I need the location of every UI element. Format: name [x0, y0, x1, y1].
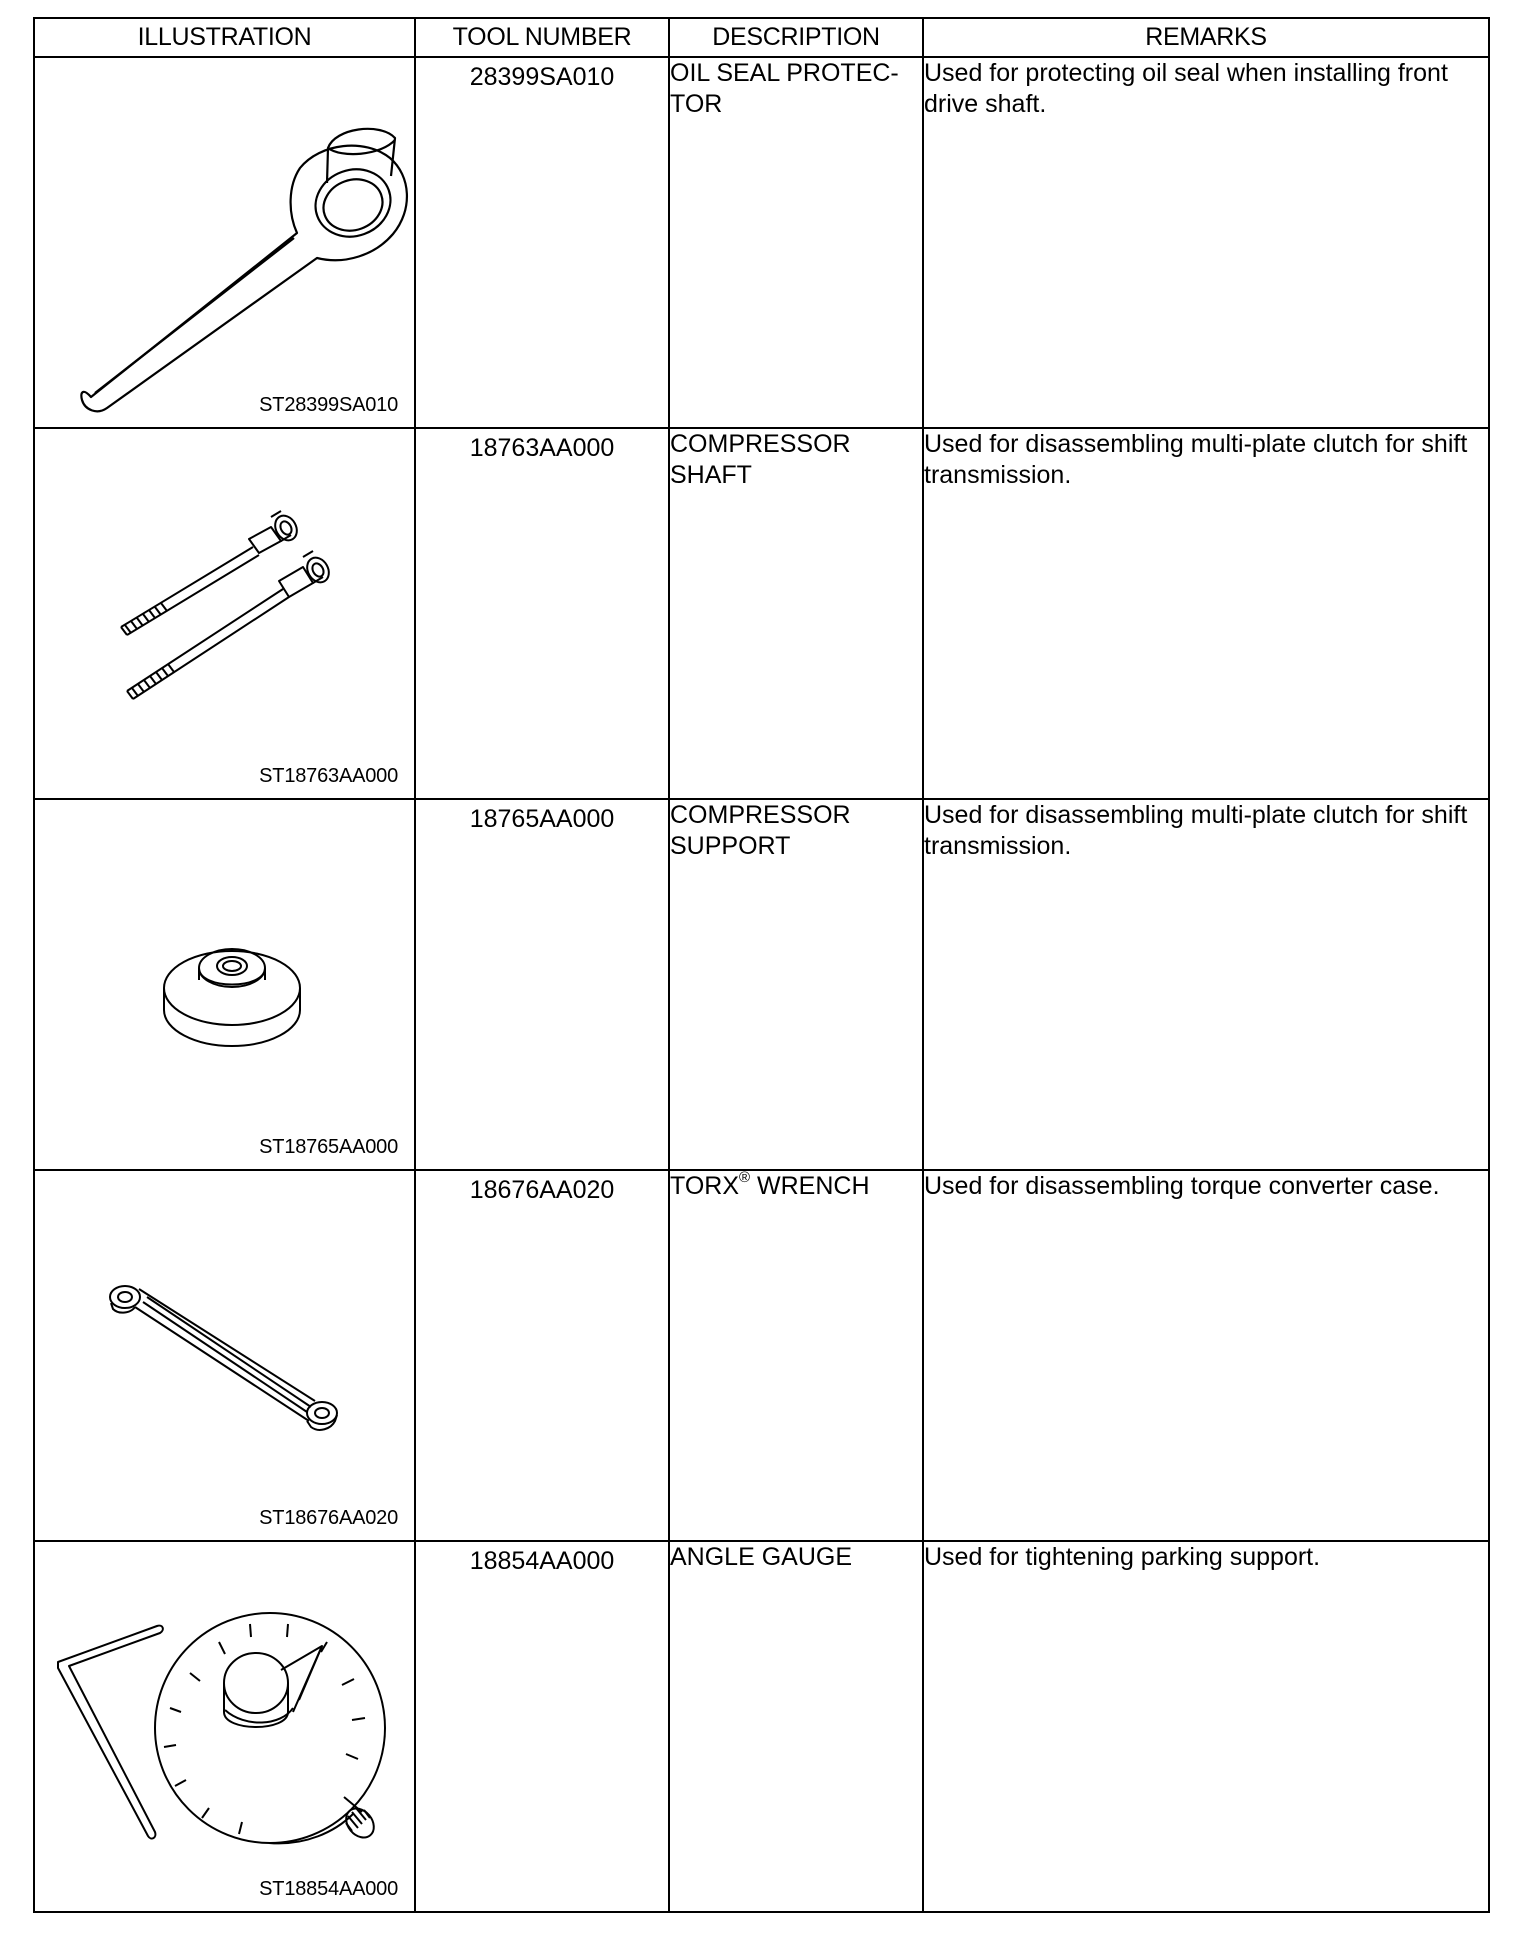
table-row	[34, 799, 1489, 1170]
tool-number: 18763AA000	[469, 434, 615, 462]
tool-number: 18854AA000	[469, 1547, 615, 1575]
header-tool-number: TOOL NUMBER	[415, 18, 669, 57]
description-cell	[669, 1170, 923, 1541]
remarks-cell	[923, 1541, 1489, 1912]
header-row	[34, 18, 1489, 57]
remarks: Used for protecting oil seal when installing front drive shaft.	[924, 59, 1448, 118]
illustration-code: ST18854AA000	[259, 1878, 398, 1900]
tool-number: 18676AA020	[469, 1176, 615, 1204]
tool-number-cell	[415, 799, 669, 1170]
tool-number-cell	[415, 428, 669, 799]
registered-mark: ®	[739, 1168, 751, 1186]
header-description: DESCRIPTION	[669, 18, 923, 57]
oil-seal-protector-illustration	[35, 58, 413, 427]
remarks-cell	[923, 799, 1489, 1170]
remarks-cell	[923, 428, 1489, 799]
description: ANGLE GAUGE	[670, 1543, 852, 1571]
table-row	[34, 1170, 1489, 1541]
remarks-cell	[923, 1170, 1489, 1541]
illustration-code: ST18763AA000	[259, 765, 398, 787]
description: COMPRESSOR SUPPORT	[670, 801, 851, 860]
description-cell	[669, 428, 923, 799]
illustration-code: ST28399SA010	[259, 394, 398, 416]
illustration-cell	[34, 1170, 415, 1541]
compressor-support-illustration	[35, 800, 413, 1169]
illustration-code: ST18765AA000	[259, 1136, 398, 1158]
illustration-code: ST18676AA020	[259, 1507, 398, 1529]
tool-number-cell	[415, 57, 669, 428]
remarks-cell	[923, 57, 1489, 428]
special-tools-table	[33, 17, 1490, 1913]
illustration-cell	[34, 1541, 415, 1912]
tool-number: 18765AA000	[469, 805, 615, 833]
illustration-cell	[34, 799, 415, 1170]
table-row	[34, 57, 1489, 428]
compressor-shaft-illustration	[35, 429, 413, 798]
table-row	[34, 428, 1489, 799]
description-cell	[669, 1541, 923, 1912]
tool-number: 28399SA010	[469, 63, 615, 91]
tool-number-cell	[415, 1541, 669, 1912]
header-remarks: REMARKS	[923, 18, 1489, 57]
header-illustration: ILLUSTRATION	[34, 18, 415, 57]
remarks: Used for disassembling multi-plate clutch for shift transmission.	[924, 430, 1468, 489]
remarks: Used for tightening parking support.	[924, 1543, 1321, 1571]
description: OIL SEAL PROTEC-TOR	[670, 59, 899, 118]
remarks: Used for disassembling torque converter case.	[924, 1172, 1440, 1200]
description-cell	[669, 799, 923, 1170]
description: TORX® WRENCH	[670, 1168, 870, 1200]
description: COMPRESSOR SHAFT	[670, 430, 851, 489]
remarks: Used for disassembling multi-plate clutch for shift transmission.	[924, 801, 1468, 860]
description-cell	[669, 57, 923, 428]
torx-wrench-illustration	[35, 1171, 413, 1540]
angle-gauge-illustration	[35, 1542, 413, 1911]
illustration-cell	[34, 428, 415, 799]
tool-number-cell	[415, 1170, 669, 1541]
table-row	[34, 1541, 1489, 1912]
illustration-cell	[34, 57, 415, 428]
